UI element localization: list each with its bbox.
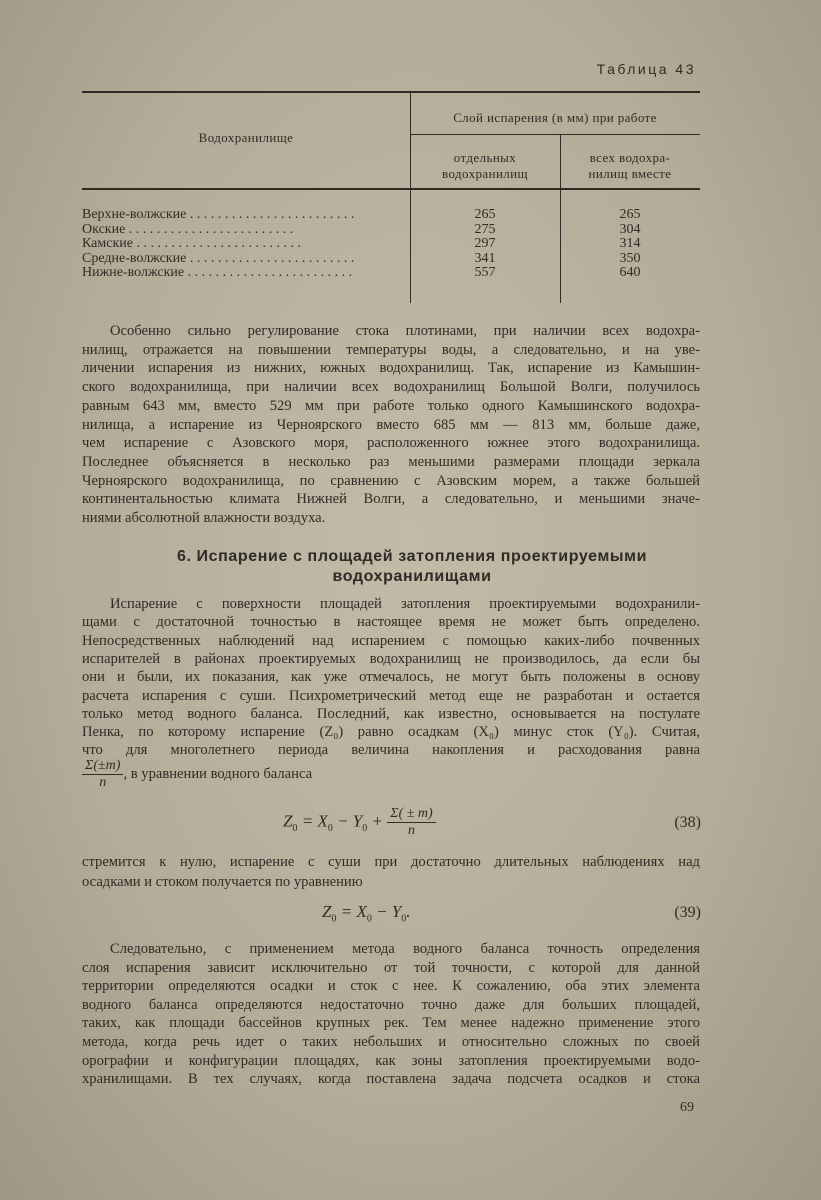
eq-term: = X	[340, 902, 367, 921]
equation-38	[283, 806, 436, 839]
text-line: ниями абсолютной влажности воздуха.	[82, 510, 326, 526]
eq-term: +	[371, 811, 388, 831]
column-header-separate	[410, 150, 560, 182]
table-cell-separate: 297	[474, 236, 496, 251]
table-caption: Таблица 43	[596, 61, 696, 77]
text-line: Черноярского водохранилища, по сравнению с Азовским морем, а также большей	[82, 472, 700, 489]
table-top-rule	[82, 91, 700, 93]
table-cell-all: 314	[619, 236, 641, 251]
heading-line: 6. Испарение с площадей затопления проектируемыми	[176, 548, 648, 565]
table-cell-all: 640	[619, 265, 641, 280]
heading-line: водохранилищами	[332, 568, 492, 585]
header-line: всех водохра-	[589, 150, 671, 165]
fraction-numerator: Σ(±m)	[82, 758, 123, 775]
row-label: Средне-волжские	[82, 251, 187, 266]
text-line: хранилищами. В тех случаях, когда поставлена задача подсчета осадков и стока	[82, 1071, 700, 1088]
table-cell-separate: 265	[474, 207, 496, 222]
eq-term: = X	[301, 811, 328, 831]
text-line: орографии и конфигурации площадях, как зоны затопления проектируемыми водо-	[82, 1052, 700, 1069]
eq-term: .	[406, 902, 411, 921]
eq-term: − Y	[337, 811, 363, 831]
header-line: нилищ вместе	[588, 166, 672, 181]
table-row-name	[82, 208, 402, 223]
eq-term: Z	[322, 902, 332, 921]
page-number: 69	[680, 1100, 694, 1115]
fraction-denominator: n	[407, 823, 415, 838]
text-line: ского водохранилища, при наличии всех водохранилищ Большой Волги, получилось	[82, 379, 700, 396]
section-heading	[82, 547, 742, 587]
row-label: Верхне-волжские	[82, 208, 187, 222]
inline-fraction-line	[82, 758, 312, 791]
eq-sub: 0	[292, 822, 298, 834]
table-cell-separate: 275	[474, 221, 496, 237]
text-line: водного баланса определяются недостаточно точно даже для больших площадей,	[82, 996, 700, 1013]
equation-number: (38)	[674, 814, 701, 831]
table-header-rule	[82, 188, 700, 190]
leader-dots: . . . . . . . . . . . . . . . . . . . . . . . .	[132, 237, 301, 251]
table-cell-all: 265	[619, 207, 641, 222]
text-line: Испарение с поверхности площадей затопления проектируемыми водохранили-	[110, 596, 700, 612]
leader-dots: . . . . . . . . . . . . . . . . . . . . . . . .	[186, 208, 355, 222]
text-line: стремится к нулю, испарение с суши при достаточно длительных наблюдениях над	[82, 854, 700, 870]
header-line: отдельных	[453, 150, 517, 165]
inline-text: , в уравнении водного баланса	[123, 765, 313, 782]
text-line: нилищ, отражается на повышении температуры воды, а следовательно, и на уве-	[82, 341, 700, 358]
table-group-rule	[410, 134, 700, 135]
fraction-numerator: Σ( ± m)	[387, 806, 435, 823]
text-line: только метод водного баланса. Последний, как известно, основывается на постулате	[82, 705, 700, 722]
text-line: континентальностью климата Нижней Волги, а следовательно, и меньшими значе-	[82, 491, 700, 508]
text-line: расчета испарения с суши. Психрометрический метод еще не разработан и остается	[82, 687, 700, 704]
text-line: они и были, их показания, как уже отмечалось, не могут быть положены в основу	[82, 669, 700, 686]
eq-sub: 0	[327, 822, 333, 834]
eq-sub: 0	[331, 913, 337, 925]
table-row-name	[82, 266, 402, 281]
text-line: осадками и стоком получается по уравнению	[82, 873, 363, 890]
table-cell-separate: 341	[474, 250, 496, 266]
text-line: равным 643 мм, вместо 529 мм при работе только одного Камышинского водохра-	[82, 397, 700, 414]
text-line: Пенка, по которому испарение (Z₀) равно осадкам (X₀) минус сток (Y₀). Считая,	[82, 724, 700, 741]
leader-dots: . . . . . . . . . . . . . . . . . . . . . . . .	[125, 222, 294, 237]
table-row-name	[82, 223, 402, 238]
equation-number: (39)	[674, 904, 701, 921]
column-header-group: Слой испарения (в мм) при работе	[453, 110, 657, 125]
equation-39	[322, 902, 411, 924]
text-line: Непосредственных наблюдений над испарением с помощью каких-либо почвенных	[82, 632, 700, 649]
text-line: Особенно сильно регулирование стока плотинами, при наличии всех водохра-	[110, 323, 700, 339]
column-header-reservoir: Водохранилище	[198, 130, 294, 145]
table-cell-separate: 557	[474, 265, 496, 280]
header-line: водохранилищ	[442, 166, 528, 181]
text-line: нилища, а испарение из Черноярского вместо 685 мм — 813 мм, больше даже,	[82, 416, 700, 433]
table-cell-all: 350	[619, 250, 641, 266]
row-label: Окские	[82, 222, 126, 237]
text-line: слоя испарения зависит исключительно от той точности, с которой для данной	[82, 959, 700, 976]
eq-sub: 0	[366, 913, 372, 925]
text-line: щами с достаточной точностью в настоящее время не может быть определено.	[82, 614, 700, 631]
text-line: испарителей в районах проектируемых водохранилищ не производилось, да если бы	[82, 650, 700, 667]
fraction-denominator: n	[99, 775, 107, 790]
table-cell-all: 304	[619, 221, 641, 237]
table-row-name	[82, 252, 402, 267]
leader-dots: . . . . . . . . . . . . . . . . . . . . . . . .	[186, 251, 355, 266]
inline-fraction	[82, 758, 123, 791]
leader-dots: . . . . . . . . . . . . . . . . . . . . . . . .	[184, 266, 353, 280]
text-line: Следовательно, с применением метода водного баланса точность определения	[110, 941, 700, 957]
eq-term: Z	[283, 811, 293, 831]
text-line: чем испарение с Азовского моря, расположенного южнее этого водохранилища.	[82, 435, 700, 452]
text-line: Последнее объясняется в несколько раз меньшими размерами площади зеркала	[82, 453, 700, 470]
text-line: личении испарения из нижних, южных водохранилищ. Так, испарение из Камышин-	[82, 360, 700, 377]
table-row-name	[82, 237, 402, 252]
text-line: метода, когда речь идет о таких небольших и относительно сложных по своей	[82, 1034, 700, 1050]
row-label: Камские	[82, 237, 133, 251]
eq-term: − Y	[376, 902, 402, 921]
row-label: Нижне-волжские	[82, 266, 185, 280]
text-line: что для многолетнего периода величина накопления и расходования равна	[82, 742, 700, 759]
text-line: территории определяются осадки и сток с нее. К сожалению, оба этих элемента	[82, 978, 700, 995]
text-line: таких, как площади бассейнов крупных рек. Тем менее надежно применение этого	[82, 1015, 700, 1032]
eq-fraction	[387, 806, 435, 839]
eq-sub: 0	[362, 822, 368, 834]
column-header-all	[560, 150, 700, 182]
eq-sub: 0	[401, 913, 407, 925]
